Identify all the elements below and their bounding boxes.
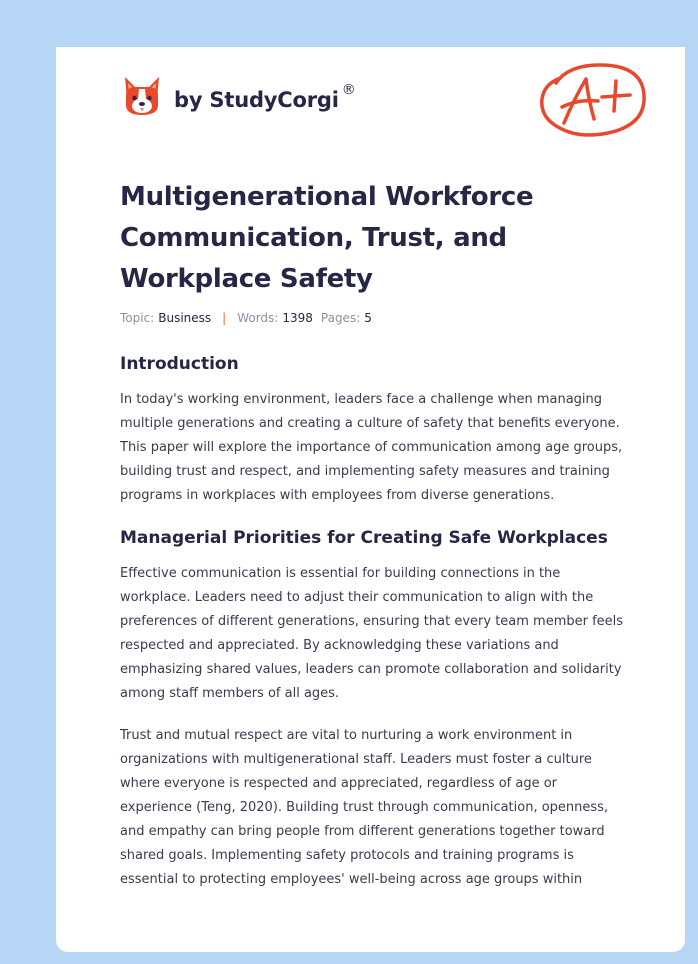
registered-mark: ®	[341, 82, 356, 98]
trust-paragraph: Trust and mutual respect are vital to nurturing a work environment in organizations with multigenerational staff. Leaders must foster a culture where everyone is respected and appreciated, regardless of age or experience (Teng, 2020). Building trust through communication, openness, and empathy can bring people from different generations together toward shared goals. Implementing safety protocols and training programs is essential to protecting employees' well-being across age groups within	[120, 728, 609, 887]
topic-link[interactable]: Business	[158, 311, 212, 325]
corgi-logo-icon	[122, 75, 162, 119]
communication-paragraph: Effective communication is essential for building connections in the workplace. Leaders need to adjust their communication to align with the preferences of different generations, ensuring that every team member feels respected and appreciated. By acknowledging these variations and emphasizing shared values, leaders can promote collaboration and solidarity among staff members of all ages.	[120, 566, 624, 701]
brand-name[interactable]	[174, 82, 356, 112]
document-meta	[120, 311, 372, 325]
section-heading-managerial-priorities: Managerial Priorities for Creating Safe Workplaces	[120, 528, 608, 548]
section-heading-introduction: Introduction	[120, 354, 239, 374]
words-label: Words:	[237, 311, 279, 325]
introduction-paragraph: In today's working environment, leaders face a challenge when managing multiple generations and creating a culture of safety that benefits everyone. This paper will explore the importance of communication among age groups, building trust and respect, and implementing safety measures and training programs in workplaces with employees from diverse generations.	[120, 392, 623, 503]
pages-count: 5	[364, 311, 372, 325]
document-page	[56, 47, 685, 952]
meta-separator: |	[222, 311, 227, 325]
brand-header	[122, 75, 356, 119]
words-count: 1398	[282, 311, 313, 325]
document-body	[120, 353, 630, 892]
brand-text: by StudyCorgi	[174, 88, 339, 112]
topic-label: Topic:	[120, 311, 155, 325]
pages-label: Pages:	[320, 311, 361, 325]
a-plus-grade-icon	[538, 59, 648, 141]
document-title: Multigenerational Workforce Communication, Trust, and Workplace Safety	[120, 182, 534, 294]
